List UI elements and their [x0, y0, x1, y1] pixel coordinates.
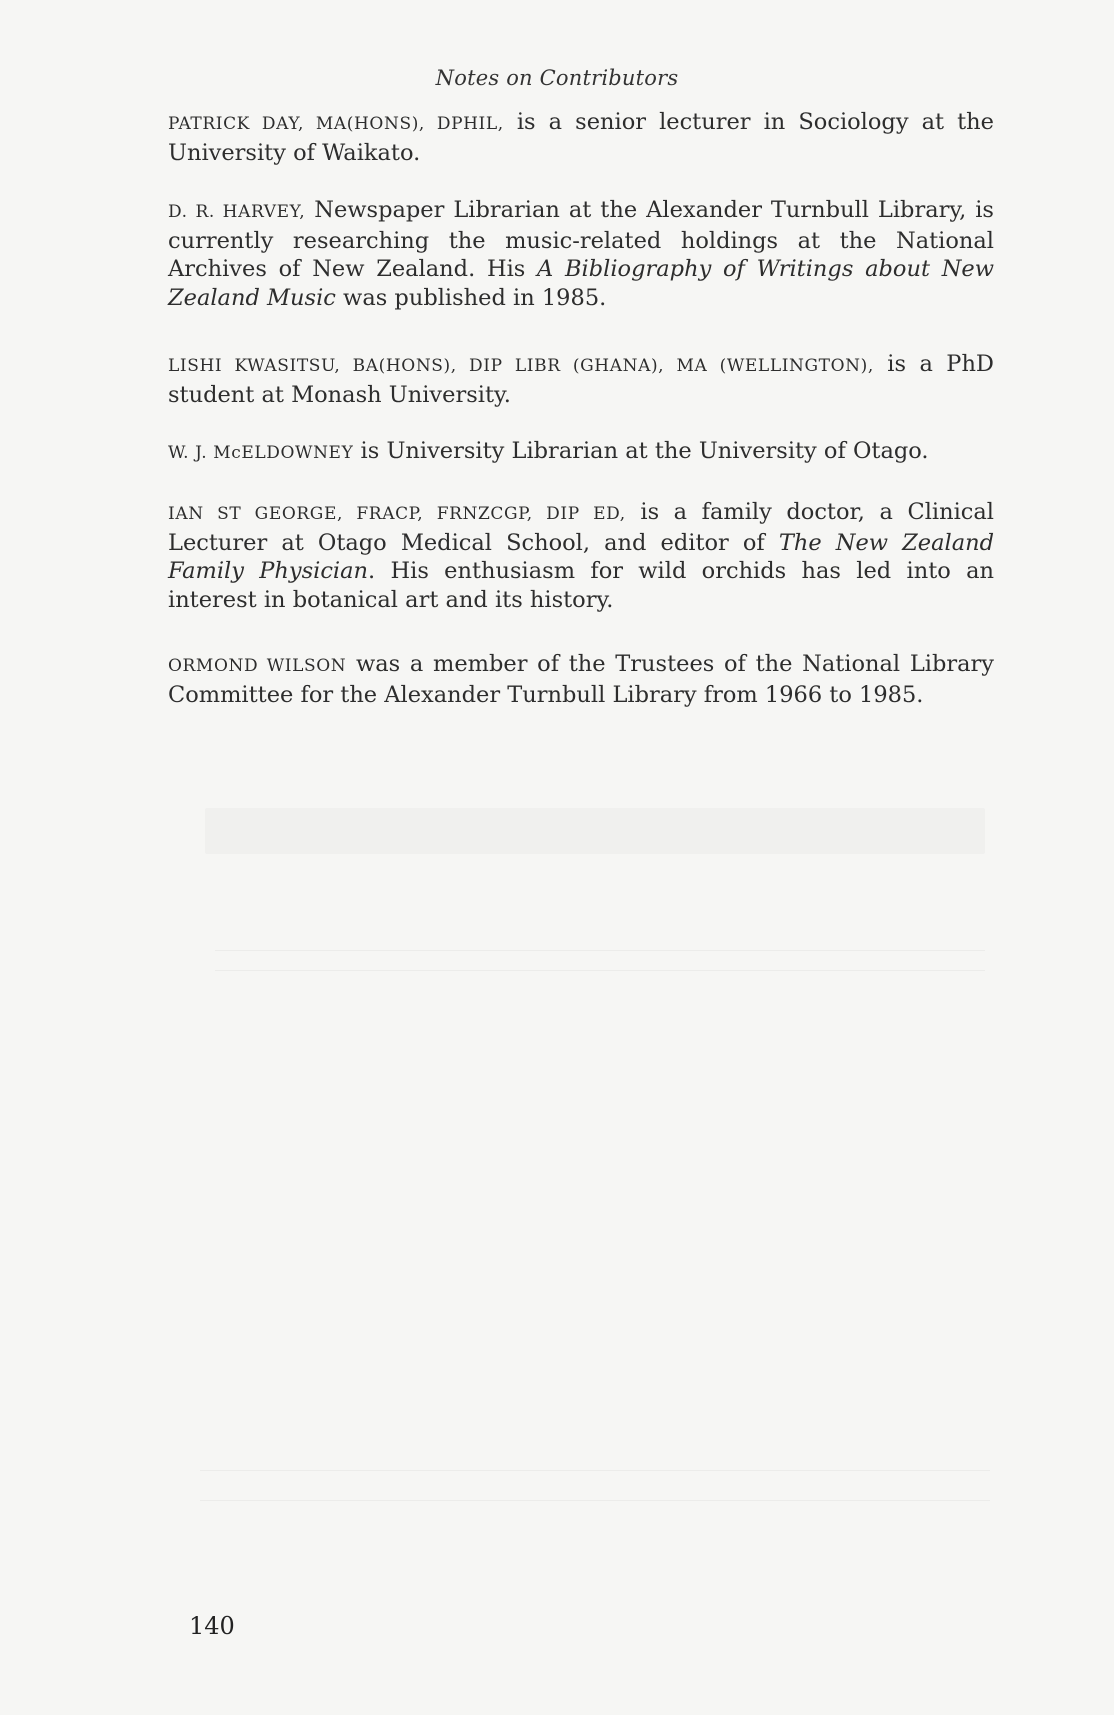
contributor-bio: was published in 1985. [335, 284, 607, 311]
contributor-entry-wilson [168, 650, 994, 709]
contributor-entry-day [168, 108, 994, 167]
contributor-name: IAN ST GEORGE, FRACP, FRNZCGP, DIP ED, [168, 504, 626, 524]
contributor-name: LISHI KWASITSU, BA(HONS), DIP LIBR (GHANA), MA (WELLINGTON), [168, 356, 874, 376]
running-title: Notes on Contributors [435, 66, 679, 90]
contributor-bio: . His enthusiasm for wild orchids has led into an interest in botanical art and its history. [168, 558, 994, 613]
contributor-bio: is a PhD student at Monash University. [168, 351, 994, 408]
contributor-bio: is a family doctor, a Clinical Lecturer at Otago Medical School, and editor of [168, 499, 994, 556]
contributor-bio: is University Librarian at the University of Otago. [353, 438, 929, 464]
contributor-entry-st-george [168, 498, 994, 614]
contributor-bio: was a member of the Trustees of the National Library Committee for the Alexander Turnbull Library from 1966 to 1985. [168, 651, 994, 708]
publication-title: A Bibliography of Writings about New Zealand Music [168, 256, 994, 311]
contributor-entry-kwasitsu [168, 350, 994, 409]
contributor-name: W. J. McELDOWNEY [168, 443, 354, 463]
contributor-name: D. R. HARVEY, [168, 202, 306, 222]
contributor-bio: is a senior lecturer in Sociology at the University of Waikato. [168, 109, 994, 166]
publication-title: The New Zealand Family Physician [168, 529, 994, 584]
contributor-name: PATRICK DAY, MA(HONS), DPHIL, [168, 114, 504, 134]
contributor-bio: Newspaper Librarian at the Alexander Turnbull Library, is currently researching the music-related holdings at the National Archives of New Zealand. His [168, 197, 994, 282]
page-number: 140 [189, 1612, 235, 1640]
contributor-name: ORMOND WILSON [168, 656, 347, 676]
contributor-entry-mceldowney [168, 437, 994, 468]
contributor-entry-harvey [168, 196, 994, 312]
